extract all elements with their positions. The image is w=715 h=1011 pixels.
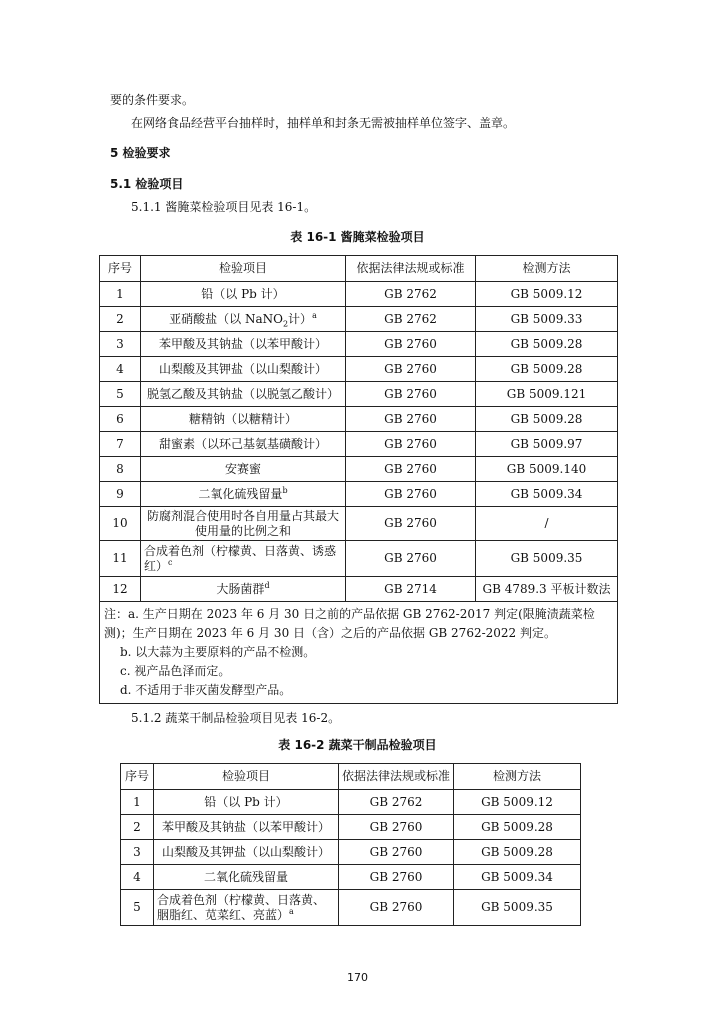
- cell-seq: 12: [100, 577, 141, 602]
- table-row: [100, 507, 618, 541]
- table-row: [100, 482, 618, 507]
- cell-standard: GB 2760: [339, 840, 454, 865]
- header-method: 检测方法: [476, 256, 618, 282]
- header-item: 检验项目: [141, 256, 346, 282]
- cell-standard: GB 2762: [339, 790, 454, 815]
- cell-standard: GB 2760: [346, 382, 476, 407]
- paragraph-5-1-1: 5.1.1 酱腌菜检验项目见表 16-1。: [131, 200, 317, 214]
- cell-method: GB 5009.28: [476, 332, 618, 357]
- table-row: [100, 407, 618, 432]
- table-16-1-caption: 表 16-1 酱腌菜检验项目: [290, 230, 425, 244]
- section-5-heading: 5 检验要求: [110, 146, 171, 160]
- cell-method: GB 5009.28: [454, 815, 581, 840]
- cell-item: 苯甲酸及其钠盐（以苯甲酸计）: [141, 332, 346, 357]
- note-b: b. 以大蒜为主要原料的产品不检测。: [120, 645, 316, 659]
- header-seq: 序号: [100, 256, 141, 282]
- footnote-marker: b: [282, 485, 288, 495]
- cell-seq: 9: [100, 482, 141, 507]
- footnote-marker: c: [168, 557, 173, 567]
- table-row: [121, 790, 581, 815]
- table-row: [100, 307, 618, 332]
- table-row: [100, 457, 618, 482]
- table-16-2: [120, 763, 581, 926]
- table-row: [121, 840, 581, 865]
- table-notes: [100, 602, 618, 704]
- table-16-1: [99, 255, 618, 704]
- table-row: [100, 282, 618, 307]
- cell-method: GB 5009.28: [454, 840, 581, 865]
- table-row: [100, 541, 618, 577]
- cell-standard: GB 2760: [346, 482, 476, 507]
- footnote-marker: d: [264, 580, 270, 590]
- cell-item: 甜蜜素（以环己基氨基磺酸计）: [141, 432, 346, 457]
- intro-line-2: 在网络食品经营平台抽样时，抽样单和封条无需被抽样单位签字、盖章。: [131, 116, 516, 130]
- cell-seq: 3: [100, 332, 141, 357]
- cell-seq: 6: [100, 407, 141, 432]
- note-a: 注：a. 生产日期在 2023 年 6 月 30 日之前的产品依据 GB 2762-2017 判定(限腌渍蔬菜检测)；生产日期在 2023 年 6 月 30 日（含）之后的产品依据 GB 2762-2022 判定。: [104, 607, 595, 640]
- cell-item: 二氧化硫残留量: [154, 865, 339, 890]
- cell-method: GB 5009.34: [476, 482, 618, 507]
- footnote-marker: a: [312, 310, 317, 320]
- note-c: c. 视产品色泽而定。: [120, 664, 231, 678]
- cell-seq: 5: [100, 382, 141, 407]
- header-seq: 序号: [121, 764, 154, 790]
- table-row: [121, 865, 581, 890]
- table-row: [100, 382, 618, 407]
- cell-standard: GB 2760: [346, 541, 476, 577]
- cell-item: 糖精钠（以糖精计）: [141, 407, 346, 432]
- cell-item: 二氧化硫残留量$^b$: [141, 482, 346, 507]
- cell-standard: GB 2760: [346, 507, 476, 541]
- cell-item: 合成着色剂（柠檬黄、日落黄、诱惑红）$^c$: [141, 541, 346, 577]
- cell-seq: 3: [121, 840, 154, 865]
- cell-seq: 4: [100, 357, 141, 382]
- cell-method: GB 5009.33: [476, 307, 618, 332]
- table-header-row: [100, 256, 618, 282]
- cell-standard: GB 2760: [346, 457, 476, 482]
- cell-standard: GB 2760: [339, 815, 454, 840]
- header-standard: 依据法律法规或标准: [346, 256, 476, 282]
- note-d: d. 不适用于非灭菌发酵型产品。: [120, 683, 292, 697]
- table-row: [100, 577, 618, 602]
- table-header-row: [121, 764, 581, 790]
- intro-line-1: 要的条件要求。: [110, 93, 195, 107]
- cell-item: 亚硝酸盐（以 NaNO$_2$计）$^a$: [141, 307, 346, 332]
- cell-method: GB 5009.35: [476, 541, 618, 577]
- header-standard: 依据法律法规或标准: [339, 764, 454, 790]
- cell-method: GB 5009.121: [476, 382, 618, 407]
- cell-method: /: [476, 507, 618, 541]
- section-5-1-heading: 5.1 检验项目: [110, 177, 184, 191]
- cell-method: GB 5009.34: [454, 865, 581, 890]
- cell-seq: 7: [100, 432, 141, 457]
- cell-item: 脱氢乙酸及其钠盐（以脱氢乙酸计）: [141, 382, 346, 407]
- page-number: 170: [347, 971, 368, 984]
- cell-item: 铅（以 Pb 计）: [141, 282, 346, 307]
- cell-method: GB 5009.12: [454, 790, 581, 815]
- cell-standard: GB 2760: [346, 407, 476, 432]
- cell-seq: 4: [121, 865, 154, 890]
- cell-seq: 2: [121, 815, 154, 840]
- cell-standard: GB 2760: [339, 890, 454, 926]
- table-row: [100, 357, 618, 382]
- table-16-2-caption: 表 16-2 蔬菜干制品检验项目: [278, 738, 437, 752]
- cell-item: 合成着色剂（柠檬黄、日落黄、胭脂红、苋菜红、亮蓝）$^a$: [154, 890, 339, 926]
- cell-standard: GB 2760: [339, 865, 454, 890]
- cell-method: GB 5009.97: [476, 432, 618, 457]
- cell-method: GB 5009.140: [476, 457, 618, 482]
- cell-seq: 10: [100, 507, 141, 541]
- cell-method: GB 5009.28: [476, 357, 618, 382]
- cell-item: 安赛蜜: [141, 457, 346, 482]
- footnote-marker: a: [289, 906, 294, 916]
- header-method: 检测方法: [454, 764, 581, 790]
- cell-standard: GB 2760: [346, 357, 476, 382]
- cell-seq: 1: [100, 282, 141, 307]
- cell-standard: GB 2714: [346, 577, 476, 602]
- subscript: 2: [282, 318, 289, 328]
- table-notes-row: [100, 602, 618, 704]
- table-row: [121, 890, 581, 926]
- cell-method: GB 5009.28: [476, 407, 618, 432]
- cell-item: 铅（以 Pb 计）: [154, 790, 339, 815]
- cell-seq: 5: [121, 890, 154, 926]
- cell-method: GB 5009.12: [476, 282, 618, 307]
- cell-standard: GB 2762: [346, 307, 476, 332]
- cell-method: GB 4789.3 平板计数法: [476, 577, 618, 602]
- cell-seq: 2: [100, 307, 141, 332]
- table-row: [100, 432, 618, 457]
- cell-standard: GB 2762: [346, 282, 476, 307]
- header-item: 检验项目: [154, 764, 339, 790]
- cell-seq: 8: [100, 457, 141, 482]
- cell-item: 大肠菌群$^d$: [141, 577, 346, 602]
- cell-seq: 11: [100, 541, 141, 577]
- cell-standard: GB 2760: [346, 432, 476, 457]
- cell-item: 山梨酸及其钾盐（以山梨酸计）: [154, 840, 339, 865]
- cell-item: 防腐剂混合使用时各自用量占其最大使用量的比例之和: [141, 507, 346, 541]
- cell-item: 山梨酸及其钾盐（以山梨酸计）: [141, 357, 346, 382]
- cell-item: 苯甲酸及其钠盐（以苯甲酸计）: [154, 815, 339, 840]
- table-row: [100, 332, 618, 357]
- cell-seq: 1: [121, 790, 154, 815]
- paragraph-5-1-2: 5.1.2 蔬菜干制品检验项目见表 16-2。: [131, 711, 341, 725]
- cell-standard: GB 2760: [346, 332, 476, 357]
- cell-method: GB 5009.35: [454, 890, 581, 926]
- table-row: [121, 815, 581, 840]
